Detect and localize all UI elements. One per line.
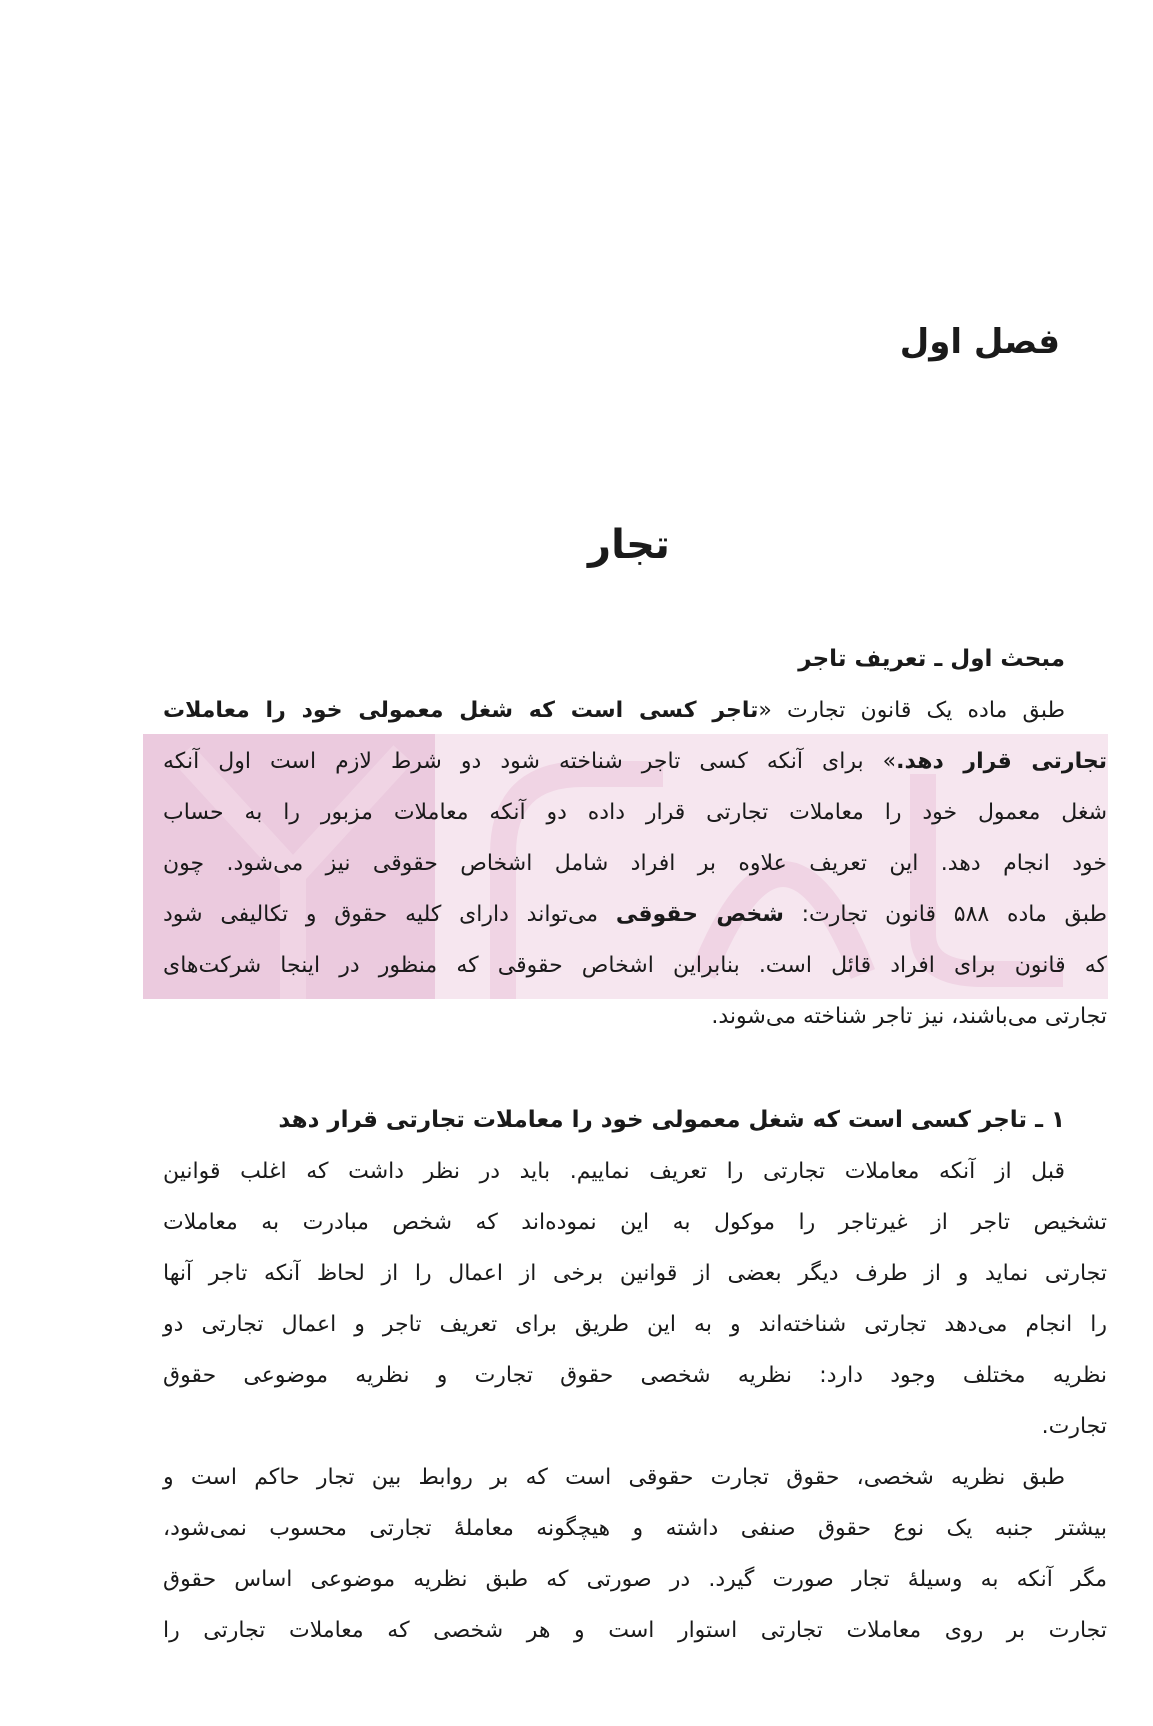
section-merchant-occupation	[163, 1095, 1107, 1656]
subsection-heading: ۱ ـ تاجر کسی است که شغل معمولی خود را معاملات تجارتی قرار دهد	[278, 1107, 1065, 1133]
text-run: شغل معمول خود را معاملات تجارتی قرار داده دو آنکه معاملات مزبور را به حساب	[163, 800, 1107, 825]
text-line	[163, 685, 1107, 736]
text-run: تجارت.	[1041, 1414, 1107, 1439]
paragraph	[163, 1146, 1107, 1452]
text-line	[163, 1299, 1107, 1350]
section-definition	[163, 634, 1107, 1042]
text-line	[163, 736, 1107, 787]
text-run: قبل از آنکه معاملات تجارتی را تعریف نماییم. باید در نظر داشت که اغلب قوانین	[163, 1159, 1065, 1184]
text-run: خود انجام دهد. این تعریف علاوه بر افراد شامل اشخاص حقوقی نیز می‌شود. چون	[163, 851, 1107, 876]
section1-body	[163, 685, 1107, 1042]
paragraph	[163, 685, 1107, 1042]
text-line	[163, 1401, 1107, 1452]
text-line	[163, 940, 1107, 991]
text-line	[163, 1197, 1107, 1248]
text-run: طبق نظریه شخصی، حقوق تجارت حقوقی است که بر روابط بین تجار حاکم است و	[163, 1465, 1065, 1490]
text-run: مگر آنکه به وسیلهٔ تجار صورت گیرد. در صورتی که طبق نظریه موضوعی اساس حقوق	[163, 1567, 1107, 1592]
bold-text: تجارتی قرار دهد.	[896, 749, 1107, 774]
text-line	[163, 1146, 1107, 1197]
text-run: می‌تواند دارای کلیه حقوق و تکالیفی شود	[163, 902, 616, 927]
text-line	[163, 838, 1107, 889]
text-run: تجارتی نماید و از طرف دیگر بعضی از قوانین برخی از اعمال را از لحاظ آنکه تاجر آنها	[163, 1261, 1107, 1286]
text-run: طبق ماده یک قانون تجارت «	[758, 698, 1065, 723]
text-line	[163, 787, 1107, 838]
text-line	[163, 889, 1107, 940]
text-line	[163, 1350, 1107, 1401]
paragraph	[163, 1452, 1107, 1656]
text-run: نظریه مختلف وجود دارد: نظریه شخصی حقوق تجارت و نظریه موضوعی حقوق	[163, 1363, 1107, 1388]
text-line	[163, 1554, 1107, 1605]
text-line	[163, 991, 1107, 1042]
text-run: طبق ماده ۵۸۸ قانون تجارت:	[783, 902, 1107, 927]
text-run: که قانون برای افراد قائل است. بنابراین اشخاص حقوقی که منظور در اینجا شرکت‌های	[163, 953, 1107, 978]
page-title: تجار	[588, 522, 670, 568]
text-run: تجارت بر روی معاملات تجارتی استوار است و هر شخصی که معاملات تجارتی را	[163, 1618, 1107, 1643]
text-run: تشخیص تاجر از غیرتاجر را موکول به این نموده‌اند که شخص مبادرت به معاملات	[163, 1210, 1107, 1235]
text-line	[163, 1605, 1107, 1656]
text-run: » برای آنکه کسی تاجر شناخته شود دو شرط لازم است اول آنکه	[163, 749, 897, 774]
chapter-title: فصل اول	[899, 322, 1060, 362]
text-line	[163, 1452, 1107, 1503]
text-run: تجارتی می‌باشند، نیز تاجر شناخته می‌شوند.	[711, 1004, 1107, 1029]
bold-text: شخص حقوقی	[615, 902, 784, 927]
text-line	[163, 1503, 1107, 1554]
text-line	[163, 1248, 1107, 1299]
section-heading: مبحث اول ـ تعریف تاجر	[798, 646, 1065, 672]
section2-body	[163, 1146, 1107, 1656]
text-run: را انجام می‌دهد تجارتی شناخته‌اند و به این طریق برای تعریف تاجر و اعمال تجارتی دو	[163, 1312, 1107, 1337]
text-run: بیشتر جنبه یک نوع حقوق صنفی داشته و هیچگونه معاملهٔ تجارتی محسوب نمی‌شود،	[163, 1516, 1107, 1541]
bold-text: تاجر کسی است که شغل معمولی خود را معاملات	[163, 698, 759, 723]
